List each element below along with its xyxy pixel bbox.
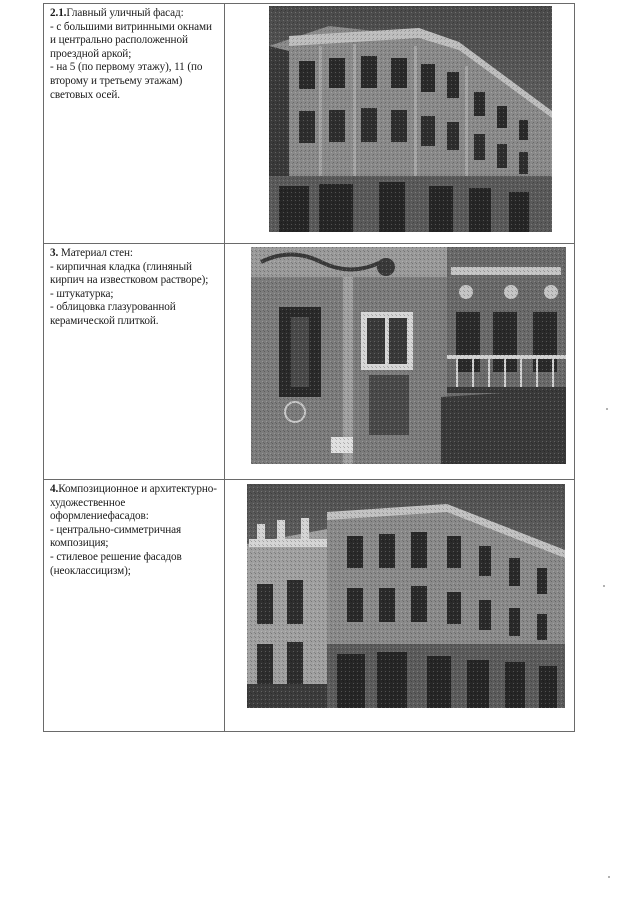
item-number: 2.1.: [50, 7, 67, 19]
scan-artifact: [608, 876, 610, 878]
heritage-description-table: [43, 3, 575, 732]
description-cell: [44, 4, 225, 244]
description-cell: [44, 480, 225, 732]
item-line: - облицовка глазурованной керамической плиткой.: [50, 301, 176, 327]
item-title: Материал стен:: [58, 247, 133, 259]
item-number: 4.: [50, 483, 59, 495]
wall-detail-photo: [251, 247, 566, 464]
table-row: [44, 244, 575, 480]
table-row: [44, 4, 575, 244]
item-heading: [50, 7, 220, 21]
item-line: - на 5 (по первому этажу), 11 (по второму и третьему этажам) световых осей.: [50, 61, 203, 101]
item-line: - с большими витринными окнами и центрально расположенной проездной аркой;: [50, 20, 212, 60]
item-title: Главный уличный фасад:: [66, 7, 184, 19]
photo-cell: [225, 244, 575, 480]
photo-cell: [225, 4, 575, 244]
description-cell: [44, 244, 225, 480]
item-number: 3.: [50, 247, 59, 259]
item-title: Композиционное и архитектурно-художественное оформлениефасадов:: [50, 483, 217, 523]
scan-artifact: [606, 408, 608, 410]
item-heading: [50, 483, 220, 524]
item-line: - штукатурка;: [50, 287, 114, 300]
scan-artifact: [603, 585, 605, 587]
street-facade-photo: [247, 484, 565, 708]
item-line: - стилевое решение фасадов (неоклассицизм);: [50, 550, 182, 577]
building-facade-photo: [269, 6, 552, 232]
photo-cell: [225, 480, 575, 732]
item-heading: [50, 247, 220, 261]
item-line: - центрально-симметричная композиция;: [50, 523, 182, 550]
item-line: - кирпичная кладка (глиняный кирпич на известковом растворе);: [50, 260, 209, 287]
table-row: [44, 480, 575, 732]
